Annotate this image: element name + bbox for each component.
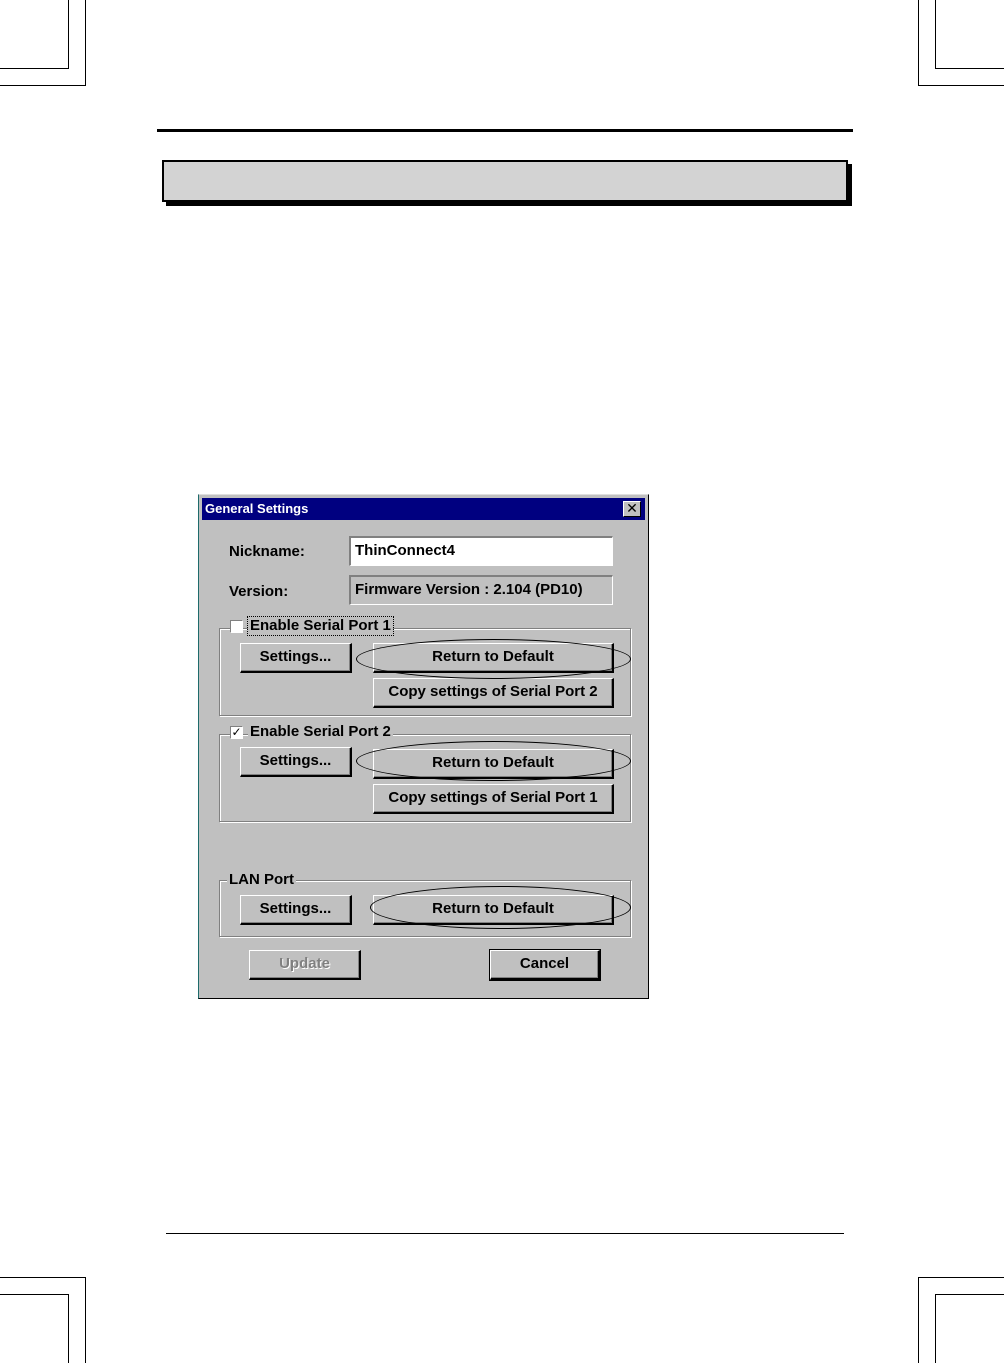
crop-mark — [68, 1294, 69, 1363]
lan-port-return-default-button[interactable]: Return to Default — [373, 895, 614, 925]
crop-mark — [0, 68, 68, 69]
version-label: Version: — [229, 583, 289, 600]
section-header-box — [162, 160, 848, 202]
crop-mark — [918, 1277, 1004, 1278]
highlight-ellipse — [356, 741, 631, 781]
serial-port-2-settings-button[interactable]: Settings... — [240, 747, 352, 777]
crop-mark — [0, 1294, 69, 1295]
crop-mark — [0, 1277, 86, 1278]
serial-port-1-return-default-button[interactable]: Return to Default — [373, 643, 614, 673]
serial-port-1-checkbox[interactable] — [230, 620, 243, 633]
crop-mark — [0, 85, 86, 86]
serial-port-1-label[interactable]: Enable Serial Port 1 — [250, 617, 391, 634]
lan-port-settings-button[interactable]: Settings... — [240, 895, 352, 925]
close-icon: ✕ — [626, 500, 638, 516]
serial-port-2-copy-button[interactable]: Copy settings of Serial Port 1 — [373, 784, 614, 814]
serial-port-1-settings-button[interactable]: Settings... — [240, 643, 352, 673]
serial-port-2-label[interactable]: Enable Serial Port 2 — [250, 723, 391, 740]
crop-mark — [935, 1294, 1004, 1295]
lan-port-label: LAN Port — [229, 871, 294, 888]
version-field: Firmware Version : 2.104 (PD10) — [349, 575, 613, 605]
update-button[interactable]: Update — [249, 950, 361, 980]
crop-mark — [85, 1277, 86, 1363]
general-settings-dialog — [198, 494, 649, 999]
dialog-title: General Settings — [205, 501, 309, 516]
cancel-button[interactable]: Cancel — [490, 950, 600, 980]
crop-mark — [918, 85, 1004, 86]
crop-mark — [918, 0, 919, 86]
highlight-ellipse — [356, 639, 631, 679]
nickname-label: Nickname: — [229, 543, 305, 560]
crop-mark — [918, 1277, 919, 1363]
crop-mark — [68, 0, 69, 69]
serial-port-1-copy-button[interactable]: Copy settings of Serial Port 2 — [373, 678, 614, 708]
dialog-titlebar — [202, 498, 645, 520]
serial-port-2-checkbox[interactable]: ✓ — [231, 725, 242, 739]
footer-rule — [166, 1233, 844, 1234]
crop-mark — [935, 0, 936, 69]
close-button[interactable] — [623, 501, 641, 517]
nickname-field[interactable]: ThinConnect4 — [349, 536, 613, 566]
crop-mark — [935, 1294, 936, 1363]
highlight-ellipse — [370, 886, 631, 929]
crop-mark — [85, 0, 86, 86]
header-rule — [157, 129, 853, 132]
serial-port-2-return-default-button[interactable]: Return to Default — [373, 749, 614, 779]
crop-mark — [935, 68, 1004, 69]
